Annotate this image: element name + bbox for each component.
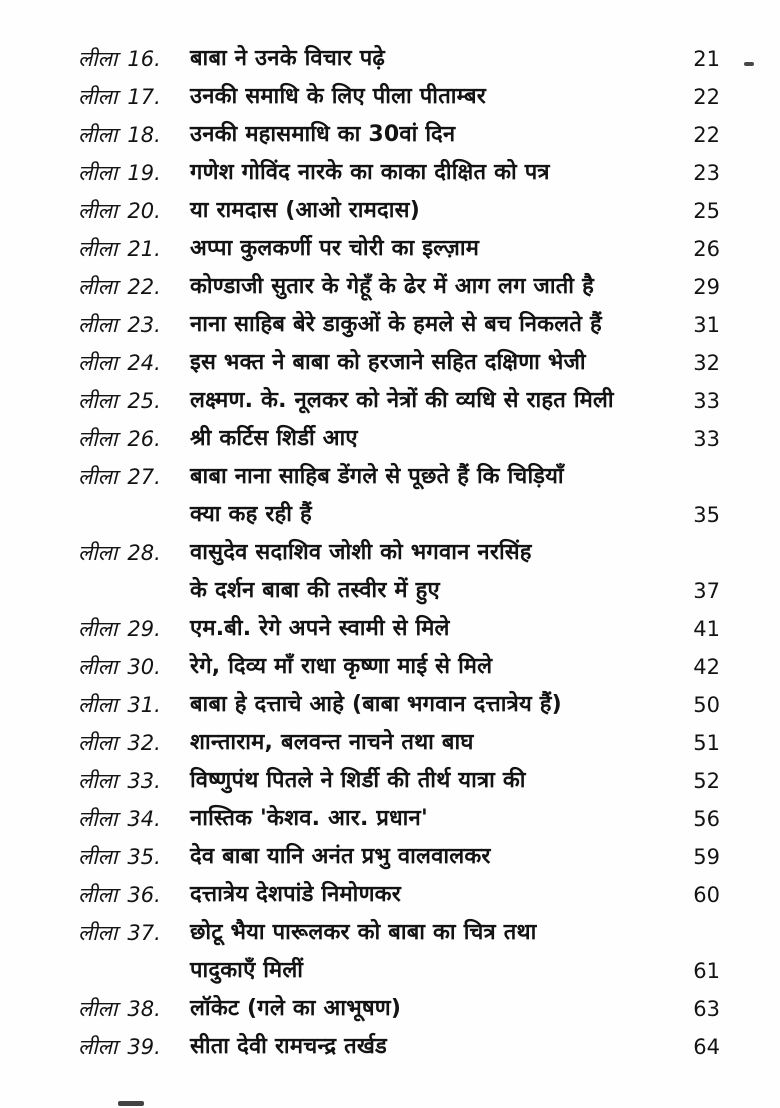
entry-title-line: रेगे, दिव्य माँ राधा कृष्णा माई से मिले [190,654,493,679]
toc-entry [78,268,720,306]
entry-title-line: सीता देवी रामचन्द्र तर्खड [190,1034,388,1059]
entry-page-number: 32 [693,351,720,375]
entry-label: लीला [78,617,118,641]
entry-page-number: 41 [693,617,720,641]
toc-entry [78,78,720,116]
entry-title [190,724,674,762]
entry-number-group [78,724,190,762]
entry-number: 19. [127,161,161,185]
entry-number-group [78,268,190,306]
entry-label: लीला [78,237,118,261]
entry-page-number: 60 [693,883,720,907]
entry-page-number: 63 [693,997,720,1021]
entry-label: लीला [78,883,118,907]
entry-page-number: 26 [693,237,720,261]
entry-label: लीला [78,541,118,565]
entry-number: 23. [127,313,161,337]
toc-entry [78,914,720,990]
entry-title [190,534,674,610]
entry-title [190,990,674,1028]
entry-number: 28. [127,541,161,565]
entry-number: 35. [127,845,161,869]
entry-title [190,382,674,420]
entry-title [190,1028,674,1066]
entry-title-line: या रामदास (आओ रामदास) [190,198,420,223]
entry-number: 31. [127,693,161,717]
entry-number: 33. [127,769,161,793]
entry-title-line: वासुदेव सदाशिव जोशी को भगवान नरसिंह [190,540,532,565]
entry-page-number: 31 [693,313,720,337]
toc-entry [78,534,720,610]
entry-number: 27. [127,465,161,489]
entry-label: लीला [78,997,118,1021]
toc-entry [78,648,720,686]
entry-number: 39. [127,1035,161,1059]
entry-number: 32. [127,731,161,755]
toc-entry [78,686,720,724]
entry-label: लीला [78,921,118,945]
toc-entry [78,610,720,648]
entry-number-group [78,534,190,572]
entry-number-group [78,686,190,724]
toc-entry [78,420,720,458]
entry-title [190,116,674,154]
entry-title [190,800,674,838]
entry-page-number: 42 [693,655,720,679]
entry-title [190,154,674,192]
entry-number-group [78,154,190,192]
toc-entry [78,306,720,344]
entry-number: 34. [127,807,161,831]
entry-title-line: बाबा ने उनके विचार पढ़े [190,46,386,71]
entry-label: लीला [78,275,118,299]
entry-page-number: 37 [693,579,720,603]
toc-entry [78,230,720,268]
entry-label: लीला [78,199,118,223]
entry-label: लीला [78,769,118,793]
entry-title [190,610,674,648]
entry-title [190,268,674,306]
entry-title-line: नास्तिक 'केशव. आर. प्रधान' [190,806,428,831]
entry-page-number: 33 [693,389,720,413]
entry-number-group [78,116,190,154]
entry-number-group [78,420,190,458]
entry-title-line: बाबा हे दत्ताचे आहे (बाबा भगवान दत्तात्रेय हैं) [190,692,562,717]
entry-number: 20. [127,199,161,223]
entry-title-line: गणेश गोविंद नारके का काका दीक्षित को पत्र [190,160,550,185]
entry-label: लीला [78,47,118,71]
entry-number-group [78,800,190,838]
toc-entry [78,876,720,914]
toc-entry [78,990,720,1028]
entry-title-line: के दर्शन बाबा की तस्वीर में हुए [190,578,440,603]
entry-title [190,458,674,534]
entry-label: लीला [78,351,118,375]
entry-title-line: पादुकाएँ मिलीं [190,958,304,983]
entry-number-group [78,40,190,78]
entry-number-group [78,762,190,800]
entry-number: 22. [127,275,161,299]
entry-page-number: 64 [693,1035,720,1059]
entry-title-line: इस भक्त ने बाबा को हरजाने सहित दक्षिणा भेजी [190,350,586,375]
entry-label: लीला [78,655,118,679]
entry-title-line: लॉकेट (गले का आभूषण) [190,996,402,1021]
scan-speck [744,62,754,66]
entry-number: 37. [127,921,161,945]
entry-page-number: 22 [693,123,720,147]
entry-page-number: 50 [693,693,720,717]
toc-entry [78,40,720,78]
toc-entry [78,192,720,230]
entry-title [190,914,674,990]
entry-number: 30. [127,655,161,679]
toc-entry [78,762,720,800]
entry-page-number: 52 [693,769,720,793]
entry-title [190,40,674,78]
entry-label: लीला [78,389,118,413]
entry-label: लीला [78,427,118,451]
entry-title-line: छोटू भैया पारूलकर को बाबा का चित्र तथा [190,920,537,945]
entry-title [190,838,674,876]
entry-page-number: 21 [693,47,720,71]
entry-number: 36. [127,883,161,907]
entry-number-group [78,990,190,1028]
entry-page-number: 61 [693,959,720,983]
entry-title-line: श्री कर्टिस शिर्डी आए [190,426,358,451]
entry-number: 29. [127,617,161,641]
entry-title [190,648,674,686]
entry-number-group [78,344,190,382]
entry-title [190,230,674,268]
entry-number-group [78,876,190,914]
entry-page-number: 33 [693,427,720,451]
entry-label: लीला [78,313,118,337]
entry-number: 18. [127,123,161,147]
entry-label: लीला [78,1035,118,1059]
entry-title [190,762,674,800]
entry-title-line: उनकी समाधि के लिए पीला पीताम्बर [190,84,486,109]
entry-label: लीला [78,465,118,489]
toc-entry [78,382,720,420]
entry-label: लीला [78,807,118,831]
entry-title-line: अप्पा कुलकर्णी पर चोरी का इल्ज़ाम [190,236,480,261]
toc-entry [78,724,720,762]
toc-entry [78,458,720,534]
entry-label: लीला [78,161,118,185]
entry-title [190,78,674,116]
entry-label: लीला [78,845,118,869]
entry-number-group [78,838,190,876]
toc-entry [78,1028,720,1066]
entry-number-group [78,382,190,420]
scan-artifact [118,1101,144,1106]
entry-number: 26. [127,427,161,451]
entry-title-line: शान्ताराम, बलवन्त नाचने तथा बाघ [190,730,474,755]
entry-page-number: 56 [693,807,720,831]
entry-number: 25. [127,389,161,413]
entry-title-line: क्या कह रही हैं [190,502,312,527]
entry-number-group [78,192,190,230]
entry-page-number: 23 [693,161,720,185]
entry-number-group [78,610,190,648]
entry-title-line: देव बाबा यानि अनंत प्रभु वालवालकर [190,844,491,869]
entry-number: 38. [127,997,161,1021]
entry-number-group [78,1028,190,1066]
toc-entry [78,838,720,876]
entry-title-line: विष्णुपंथ पितले ने शिर्डी की तीर्थ यात्रा की [190,768,526,793]
entry-title [190,344,674,382]
entry-number-group [78,458,190,496]
entry-title-line: एम.बी. रेगे अपने स्वामी से मिले [190,616,450,641]
entry-page-number: 59 [693,845,720,869]
entry-number-group [78,78,190,116]
entry-title [190,876,674,914]
entry-number-group [78,306,190,344]
entry-title [190,686,674,724]
entry-title-line: कोण्डाजी सुतार के गेहूँ के ढेर में आग लग जाती है [190,274,594,299]
entry-number-group [78,914,190,952]
entry-title-line: उनकी महासमाधि का 30वां दिन [190,122,456,147]
entry-page-number: 29 [693,275,720,299]
toc-entry [78,116,720,154]
entry-label: लीला [78,693,118,717]
toc-entry [78,344,720,382]
entry-number: 17. [127,85,161,109]
entry-label: लीला [78,85,118,109]
entry-number: 21. [127,237,161,261]
entry-page-number: 22 [693,85,720,109]
entry-label: लीला [78,731,118,755]
entry-label: लीला [78,123,118,147]
entry-page-number: 51 [693,731,720,755]
entry-title-line: दत्तात्रेय देशपांडे निमोणकर [190,882,401,907]
entry-number-group [78,648,190,686]
entry-title [190,192,674,230]
entry-page-number: 25 [693,199,720,223]
entry-number-group [78,230,190,268]
entry-number: 24. [127,351,161,375]
entry-title-line: नाना साहिब बेरे डाकुओं के हमले से बच निकलते हैं [190,312,602,337]
entry-title [190,420,674,458]
entry-number: 16. [127,47,161,71]
entry-title-line: लक्ष्मण. के. नूलकर को नेत्रों की व्यधि से राहत मिली [190,388,614,413]
toc-entry [78,800,720,838]
entry-page-number: 35 [693,503,720,527]
toc-list [78,40,720,1066]
entry-title [190,306,674,344]
entry-title-line: बाबा नाना साहिब डेंगले से पूछते हैं कि चिड़ियाँ [190,464,564,489]
toc-entry [78,154,720,192]
